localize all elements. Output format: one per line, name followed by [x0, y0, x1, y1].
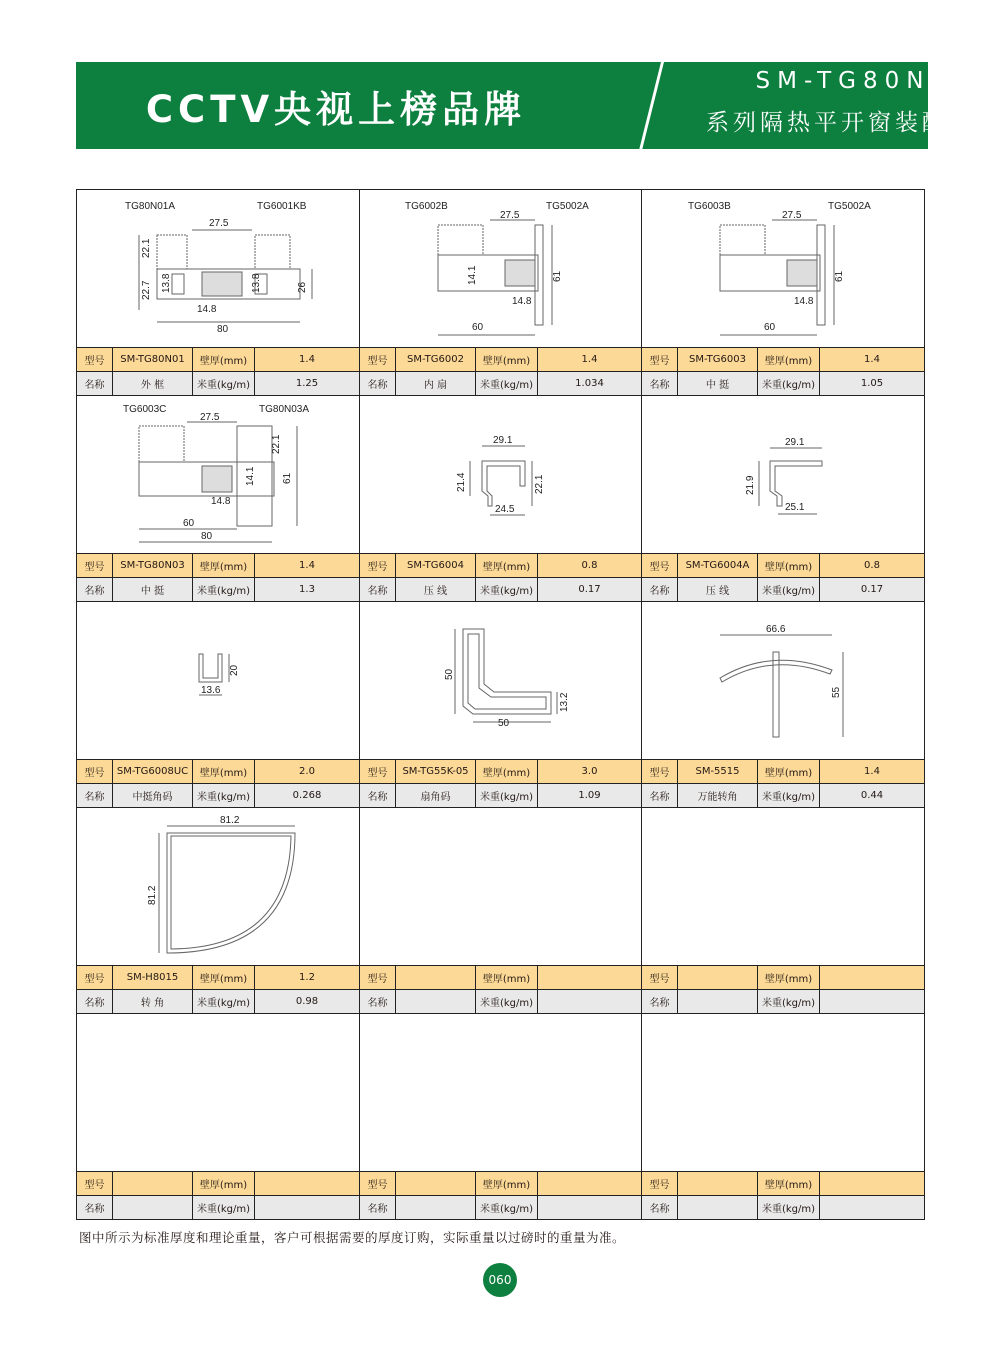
profile-drawing: [360, 190, 641, 348]
profile-drawing: [360, 602, 641, 760]
name-value: 中挺角码: [113, 784, 193, 807]
section-drawing-sm-tg6004: [360, 396, 642, 553]
name-key: 名称: [360, 784, 396, 807]
spec-row: [642, 554, 924, 577]
grid-row: [77, 808, 925, 1014]
spec-row: [642, 989, 924, 1013]
profile-cell: [360, 602, 642, 808]
model-key: 型号: [360, 966, 396, 989]
section-drawing-sm-tg80n03: [77, 396, 360, 553]
spec-row: [360, 783, 641, 807]
dimension-label: 29.1: [493, 435, 513, 446]
weight-key: 米重(kg/m): [758, 784, 820, 807]
weight-key: 米重(kg/m): [758, 372, 820, 395]
name-value: [396, 1196, 476, 1219]
weight-key: 米重(kg/m): [193, 372, 255, 395]
model-key: 型号: [642, 760, 678, 783]
part-label: TG5002A: [828, 201, 871, 212]
spec-row: [642, 577, 924, 601]
thickness-key: 壁厚(mm): [476, 348, 538, 371]
name-key: 名称: [77, 372, 113, 395]
thickness-value: 1.4: [581, 354, 598, 365]
name-value: [113, 1196, 193, 1219]
thickness-value: 1.4: [299, 560, 315, 571]
thickness-key: 壁厚(mm): [758, 554, 820, 577]
dimension-label: 27.5: [200, 412, 220, 423]
dimension-label: 55: [831, 686, 842, 698]
thickness-value: [820, 1172, 924, 1195]
weight-value: 1.05: [860, 378, 884, 389]
name-value: 压 线: [678, 578, 758, 601]
weight-key: 米重(kg/m): [193, 990, 255, 1013]
name-value: 扇角码: [396, 784, 476, 807]
name-key: 名称: [77, 990, 113, 1013]
name-value: 压 线: [396, 578, 476, 601]
spec-row: [77, 760, 359, 783]
section-drawing-sm-tg6004a: [642, 396, 925, 553]
dimension-label: 20: [229, 664, 240, 676]
weight-key: 米重(kg/m): [758, 578, 820, 601]
model-value: [678, 1172, 758, 1195]
name-key: 名称: [642, 1196, 678, 1219]
name-key: 名称: [360, 578, 396, 601]
section-drawing-sm-tg55k-05: [360, 602, 642, 759]
weight-value: 1.034: [575, 378, 604, 389]
dimension-label: 24.5: [495, 504, 515, 515]
profile-cell: [642, 808, 925, 1014]
dimension-label: 61: [552, 270, 563, 282]
model-key: 型号: [360, 760, 396, 783]
name-key: 名称: [77, 784, 113, 807]
name-key: 名称: [642, 990, 678, 1013]
model-value: SM-TG6002: [396, 348, 476, 371]
model-value: SM-TG80N01: [113, 348, 193, 371]
banner-divider: [639, 62, 664, 149]
thickness-key: 壁厚(mm): [758, 348, 820, 371]
part-label: TG80N01A: [125, 201, 176, 212]
thickness-value: [538, 1172, 641, 1195]
profile-drawing: [360, 808, 641, 966]
part-label: TG6003B: [688, 201, 731, 212]
thickness-value: 1.2: [299, 972, 315, 983]
thickness-value: 2.0: [299, 766, 315, 777]
model-key: 型号: [642, 1172, 678, 1195]
thickness-key: 壁厚(mm): [758, 760, 820, 783]
thickness-value: [255, 1172, 359, 1195]
spec-row: [360, 577, 641, 601]
spec-row: [642, 760, 924, 783]
brand-title: CCTV央视上榜品牌: [145, 87, 527, 131]
weight-key: 米重(kg/m): [193, 578, 255, 601]
part-label: TG6003C: [123, 404, 167, 415]
model-value: SM-5515: [678, 760, 758, 783]
spec-row: [360, 989, 641, 1013]
spec-row: [360, 371, 641, 395]
profile-cell: [642, 602, 925, 808]
thickness-key: 壁厚(mm): [193, 554, 255, 577]
page-number: 060: [483, 1263, 517, 1297]
thickness-value: 1.4: [864, 354, 880, 365]
profile-cell: [360, 1014, 642, 1220]
model-value: SM-TG80N03: [113, 554, 193, 577]
name-key: 名称: [360, 1196, 396, 1219]
dimension-label: 60: [472, 322, 484, 333]
profile-cell: [360, 190, 642, 396]
profile-drawing: [642, 1014, 924, 1172]
model-key: 型号: [360, 1172, 396, 1195]
weight-value: 1.09: [578, 790, 601, 801]
thickness-key: 壁厚(mm): [193, 966, 255, 989]
weight-value: 0.17: [860, 584, 884, 595]
model-key: 型号: [77, 760, 113, 783]
thickness-key: 壁厚(mm): [476, 966, 538, 989]
weight-key: 米重(kg/m): [476, 784, 538, 807]
section-drawing-sm-h8015: [77, 808, 360, 965]
name-key: 名称: [642, 372, 678, 395]
profile-drawing: [77, 602, 359, 760]
header-banner: [76, 62, 976, 149]
profile-drawing: [360, 1014, 641, 1172]
profile-drawing: [642, 808, 924, 966]
dimension-label: 61: [834, 270, 845, 282]
grid-row: [77, 396, 925, 602]
dimension-label: 14.1: [245, 466, 256, 486]
grid-row: [77, 602, 925, 808]
name-value: 中 挺: [113, 578, 193, 601]
spec-row: [77, 966, 359, 989]
model-key: 型号: [360, 348, 396, 371]
dimension-label: 27.5: [500, 210, 520, 221]
thickness-value: 3.0: [581, 766, 598, 777]
spec-row: [77, 371, 359, 395]
dimension-label: 13.8: [251, 273, 262, 293]
thickness-key: 壁厚(mm): [476, 554, 538, 577]
spec-row: [642, 1195, 924, 1219]
model-key: 型号: [77, 554, 113, 577]
profile-drawing: [642, 602, 924, 760]
model-value: SM-TG6004A: [678, 554, 758, 577]
dimension-label: 14.8: [794, 296, 814, 307]
dimension-label: 25.1: [785, 502, 805, 513]
name-value: 内 扇: [396, 372, 476, 395]
series-title: 系列隔热平开窗装配图: [706, 110, 976, 136]
section-drawing-sm-tg6002: [360, 190, 642, 347]
spec-row: [360, 1172, 641, 1195]
name-value: 万能转角: [678, 784, 758, 807]
section-drawing-sm-tg80n01: [77, 190, 360, 347]
part-label: TG6002B: [405, 201, 448, 212]
dimension-label: 26: [297, 281, 308, 293]
name-value: 外 框: [113, 372, 193, 395]
model-value: SM-H8015: [113, 966, 193, 989]
model-key: 型号: [642, 554, 678, 577]
dimension-label: 80: [217, 324, 229, 335]
dimension-label: 27.5: [782, 210, 802, 221]
section-drawing-sm-tg6003: [642, 190, 925, 347]
thickness-value: 1.4: [864, 766, 880, 777]
grid-row: [77, 1014, 925, 1220]
grid-row: [77, 190, 925, 396]
profile-cell: [360, 396, 642, 602]
profile-cell: [77, 190, 360, 396]
part-label: TG6001KB: [257, 201, 307, 212]
dimension-label: 22.1: [141, 238, 152, 258]
name-key: 名称: [360, 990, 396, 1013]
model-value: SM-TG6008UC: [113, 760, 193, 783]
dimension-label: 50: [498, 718, 510, 729]
spec-row: [77, 577, 359, 601]
dimension-label: 27.5: [209, 218, 229, 229]
dimension-label: 14.1: [467, 265, 478, 285]
profile-cell: [77, 602, 360, 808]
thickness-value: 1.4: [299, 354, 315, 365]
spec-row: [360, 966, 641, 989]
dimension-label: 50: [444, 668, 455, 680]
dimension-label: 22.1: [271, 434, 282, 454]
part-label: TG5002A: [546, 201, 589, 212]
weight-key: 米重(kg/m): [476, 990, 538, 1013]
weight-value: [820, 1196, 924, 1219]
name-key: 名称: [360, 372, 396, 395]
thickness-value: [820, 966, 924, 989]
spec-row: [642, 966, 924, 989]
thickness-key: 壁厚(mm): [758, 966, 820, 989]
dimension-label: 81.2: [147, 885, 158, 905]
model-value: SM-TG55K-05: [396, 760, 476, 783]
profile-cell: [77, 396, 360, 602]
weight-key: 米重(kg/m): [758, 1196, 820, 1219]
weight-value: 0.17: [578, 584, 601, 595]
thickness-key: 壁厚(mm): [476, 1172, 538, 1195]
spec-row: [642, 1172, 924, 1195]
dimension-label: 21.4: [456, 472, 467, 492]
profile-drawing: [77, 190, 359, 348]
section-drawing-sm-tg6008uc: [77, 602, 360, 759]
model-value: [396, 1172, 476, 1195]
spec-row: [77, 783, 359, 807]
dimension-label: 22.1: [534, 474, 545, 494]
spec-row: [360, 348, 641, 371]
weight-value: 0.44: [860, 790, 884, 801]
profile-cell: [642, 190, 925, 396]
profile-drawing: [642, 396, 924, 554]
weight-value: [538, 990, 641, 1013]
dimension-label: 14.8: [512, 296, 532, 307]
weight-key: 米重(kg/m): [758, 990, 820, 1013]
name-value: [678, 990, 758, 1013]
model-value: SM-TG6004: [396, 554, 476, 577]
profile-drawing: [360, 396, 641, 554]
weight-key: 米重(kg/m): [193, 784, 255, 807]
profile-cell: [77, 1014, 360, 1220]
spec-row: [642, 371, 924, 395]
model-value: [678, 966, 758, 989]
thickness-value: [538, 966, 641, 989]
weight-value: 0.268: [292, 790, 322, 801]
spec-row: [360, 760, 641, 783]
dimension-label: 22.7: [141, 280, 152, 300]
profile-cell: [642, 1014, 925, 1220]
model-key: 型号: [77, 1172, 113, 1195]
spec-row: [77, 989, 359, 1013]
thickness-key: 壁厚(mm): [193, 760, 255, 783]
dimension-label: 29.1: [785, 437, 805, 448]
model-value: [113, 1172, 193, 1195]
profile-drawing: [77, 1014, 359, 1172]
spec-row: [360, 1195, 641, 1219]
weight-value: 0.98: [295, 996, 319, 1007]
thickness-key: 壁厚(mm): [476, 760, 538, 783]
name-key: 名称: [77, 1196, 113, 1219]
footnote: 图中所示为标准厚度和理论重量，客户可根据需要的厚度订购，实际重量以过磅时的重量为准。: [79, 1230, 626, 1245]
name-value: 中 挺: [678, 372, 758, 395]
spec-row: [360, 554, 641, 577]
name-key: 名称: [77, 578, 113, 601]
thickness-value: 0.8: [864, 560, 880, 571]
spec-row: [77, 554, 359, 577]
thickness-value: 0.8: [581, 560, 598, 571]
profile-drawing: [77, 396, 359, 554]
name-key: 名称: [642, 784, 678, 807]
weight-value: [820, 990, 924, 1013]
profile-cell: [77, 808, 360, 1014]
dimension-label: 13.8: [161, 273, 172, 293]
series-code: SM-TG80N: [755, 68, 931, 94]
model-key: 型号: [77, 966, 113, 989]
model-value: SM-TG6003: [678, 348, 758, 371]
model-key: 型号: [642, 966, 678, 989]
thickness-key: 壁厚(mm): [193, 1172, 255, 1195]
thickness-key: 壁厚(mm): [193, 348, 255, 371]
dimension-label: 60: [764, 322, 776, 333]
dimension-label: 21.9: [745, 475, 756, 495]
model-key: 型号: [77, 348, 113, 371]
weight-value: 1.3: [299, 584, 315, 595]
weight-value: [538, 1196, 641, 1219]
spec-row: [77, 1195, 359, 1219]
profile-cell: [642, 396, 925, 602]
weight-value: 1.25: [295, 378, 319, 389]
spec-row: [642, 783, 924, 807]
dimension-label: 61: [282, 472, 293, 484]
dimension-label: 13.6: [201, 685, 221, 696]
spec-row: [77, 1172, 359, 1195]
part-label: TG80N03A: [259, 404, 310, 415]
dimension-label: 66.6: [766, 624, 786, 635]
model-value: [396, 966, 476, 989]
profile-spec-grid: [76, 189, 925, 1220]
dimension-label: 80: [201, 531, 213, 542]
dimension-label: 14.8: [197, 304, 217, 315]
weight-key: 米重(kg/m): [476, 578, 538, 601]
section-drawing-sm-5515: [642, 602, 925, 759]
dimension-label: 81.2: [220, 815, 240, 826]
model-key: 型号: [360, 554, 396, 577]
dimension-label: 14.8: [211, 496, 231, 507]
spec-row: [642, 348, 924, 371]
dimension-label: 60: [183, 518, 195, 529]
profile-cell: [360, 808, 642, 1014]
weight-value: [255, 1196, 359, 1219]
weight-key: 米重(kg/m): [193, 1196, 255, 1219]
name-value: 转 角: [113, 990, 193, 1013]
profile-drawing: [77, 808, 359, 966]
weight-key: 米重(kg/m): [476, 1196, 538, 1219]
spec-row: [77, 348, 359, 371]
name-key: 名称: [642, 578, 678, 601]
model-key: 型号: [642, 348, 678, 371]
thickness-key: 壁厚(mm): [758, 1172, 820, 1195]
dimension-label: 13.2: [559, 692, 570, 712]
profile-drawing: [642, 190, 924, 348]
weight-key: 米重(kg/m): [476, 372, 538, 395]
name-value: [396, 990, 476, 1013]
name-value: [678, 1196, 758, 1219]
